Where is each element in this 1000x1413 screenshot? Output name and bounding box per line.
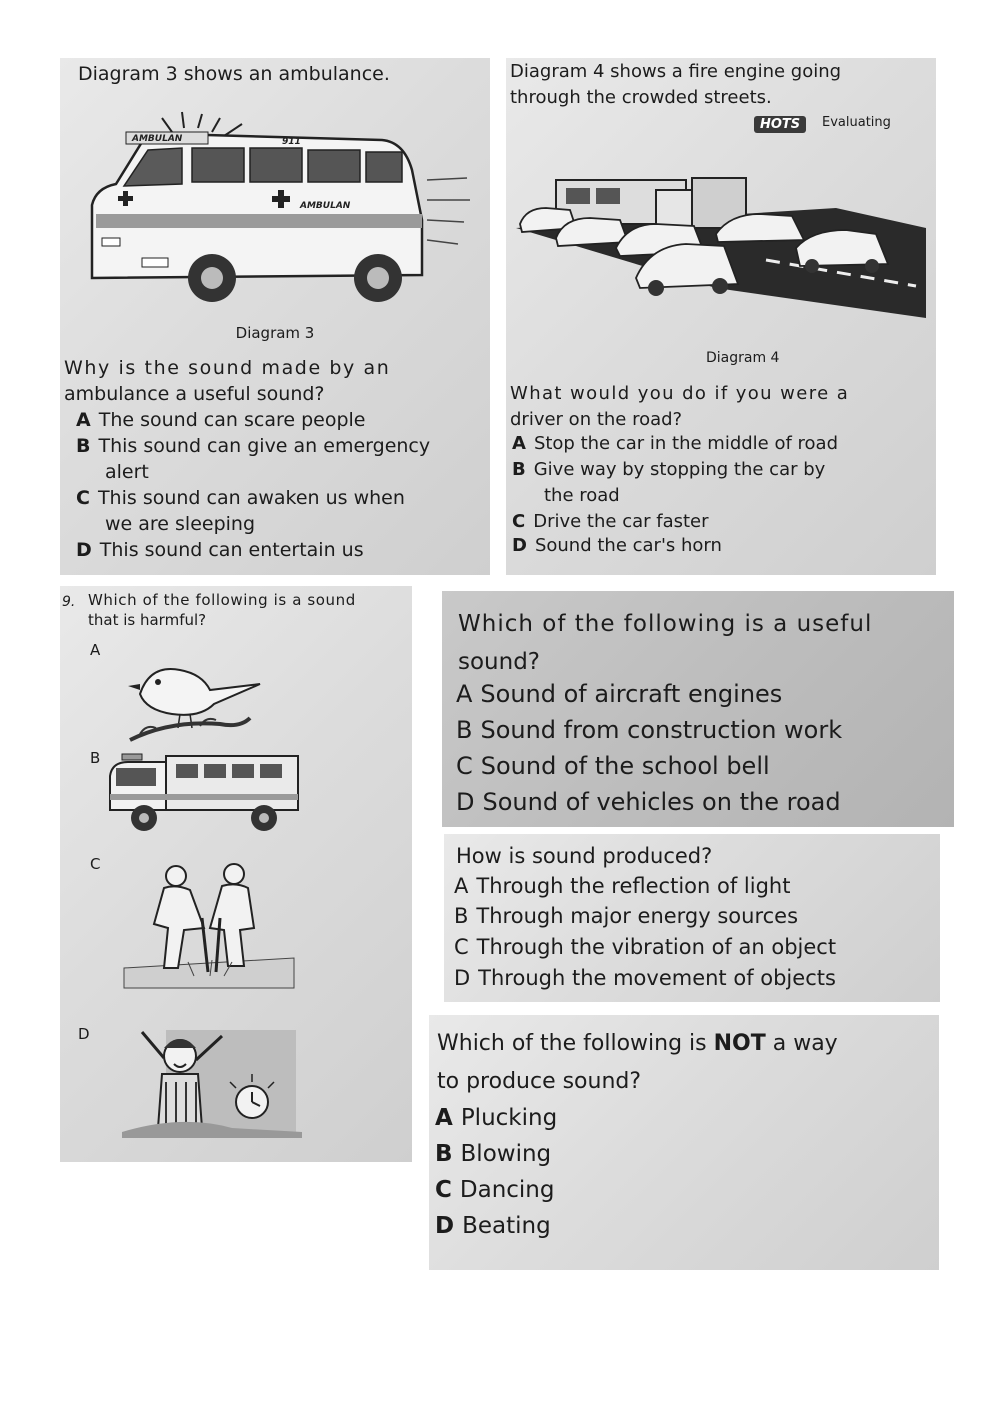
fire-engine-option-d[interactable]: D Sound the car's horn <box>512 535 722 556</box>
fire-engine-question-line-2: driver on the road? <box>510 409 683 430</box>
sound-produced-option-c[interactable]: C Through the vibration of an object <box>454 935 837 959</box>
ambulance-option-c-cont: we are sleeping <box>105 513 256 535</box>
useful-sound-question-line-1: Which of the following is a useful <box>458 611 873 637</box>
fire-engine-option-a[interactable]: A Stop the car in the middle of road <box>512 433 839 454</box>
question-panel-fire-engine <box>506 58 936 575</box>
fire-engine-question-line-1: What would you do if you were a <box>510 383 850 404</box>
useful-sound-option-c[interactable]: C Sound of the school bell <box>456 752 770 780</box>
q9-number: 9. <box>62 594 76 610</box>
ambulance-roof-label: AMBULAN <box>132 134 183 144</box>
question-panel-not-sound <box>429 1015 939 1270</box>
q9-question-line-2: that is harmful? <box>88 611 207 629</box>
diagram-4-intro-line-2: through the crowded streets. <box>510 87 772 108</box>
ambulance-option-b-cont: alert <box>105 461 149 483</box>
hots-level: Evaluating <box>822 115 891 130</box>
ambulance-option-a[interactable]: A The sound can scare people <box>76 409 366 431</box>
not-sound-option-c[interactable]: C Dancing <box>435 1177 555 1203</box>
fire-engine-option-b-cont: the road <box>544 485 620 506</box>
ambulance-option-d[interactable]: D This sound can entertain us <box>76 539 364 561</box>
diagram-4-caption: Diagram 4 <box>706 350 780 366</box>
question-panel-sound-produced <box>444 834 940 1002</box>
useful-sound-option-b[interactable]: B Sound from construction work <box>456 716 843 744</box>
diagram-3-caption: Diagram 3 <box>235 324 315 342</box>
useful-sound-option-d[interactable]: D Sound of vehicles on the road <box>456 788 841 816</box>
not-sound-option-b[interactable]: B Blowing <box>435 1141 552 1167</box>
diagram-4-intro-line-1: Diagram 4 shows a fire engine going <box>510 61 842 82</box>
q9-option-d-letter[interactable]: D <box>78 1025 90 1043</box>
q9-option-a-letter[interactable]: A <box>90 641 101 659</box>
sound-produced-option-a[interactable]: A Through the reflection of light <box>454 874 791 898</box>
fire-engine-option-b[interactable]: B Give way by stopping the car by <box>512 459 826 480</box>
diagram-3-intro: Diagram 3 shows an ambulance. <box>78 63 390 85</box>
question-panel-harmful-sound <box>60 586 412 1162</box>
sound-produced-option-b[interactable]: B Through major energy sources <box>454 904 799 928</box>
ambulance-icon <box>82 110 472 330</box>
sound-produced-question: How is sound produced? <box>456 844 713 868</box>
fire-engine-icon <box>104 746 304 836</box>
q9-question-line-1: Which of the following is a sound <box>88 591 356 609</box>
alarm-clock-icon <box>122 1028 302 1138</box>
not-sound-question-line-1: Which of the following is NOT a way <box>437 1031 838 1056</box>
sound-produced-option-d[interactable]: D Through the movement of objects <box>454 966 836 990</box>
ambulance-question-line-2: ambulance a useful sound? <box>64 383 325 405</box>
not-sound-option-d[interactable]: D Beating <box>435 1213 551 1239</box>
ambulance-question-line-1: Why is the sound made by an <box>64 357 391 379</box>
hots-badge: HOTS <box>754 116 806 133</box>
not-sound-option-a[interactable]: A Plucking <box>435 1105 558 1131</box>
bird-icon <box>110 644 270 744</box>
ambulance-option-c[interactable]: C This sound can awaken us when <box>76 487 405 509</box>
q9-option-b-letter[interactable]: B <box>90 749 101 767</box>
road-workers-icon <box>124 858 294 988</box>
not-sound-question-line-2: to produce sound? <box>437 1069 642 1094</box>
useful-sound-option-a[interactable]: A Sound of aircraft engines <box>456 680 783 708</box>
traffic-jam-icon <box>516 168 926 338</box>
q9-option-c-letter[interactable]: C <box>90 855 101 873</box>
ambulance-side-label: AMBULAN <box>300 201 351 211</box>
question-panel-ambulance <box>60 58 490 575</box>
useful-sound-question-line-2: sound? <box>458 649 541 675</box>
fire-engine-option-c[interactable]: C Drive the car faster <box>512 511 709 532</box>
question-panel-useful-sound <box>442 591 954 827</box>
ambulance-emergency-number: 911 <box>282 137 301 147</box>
ambulance-option-b[interactable]: B This sound can give an emergency <box>76 435 431 457</box>
